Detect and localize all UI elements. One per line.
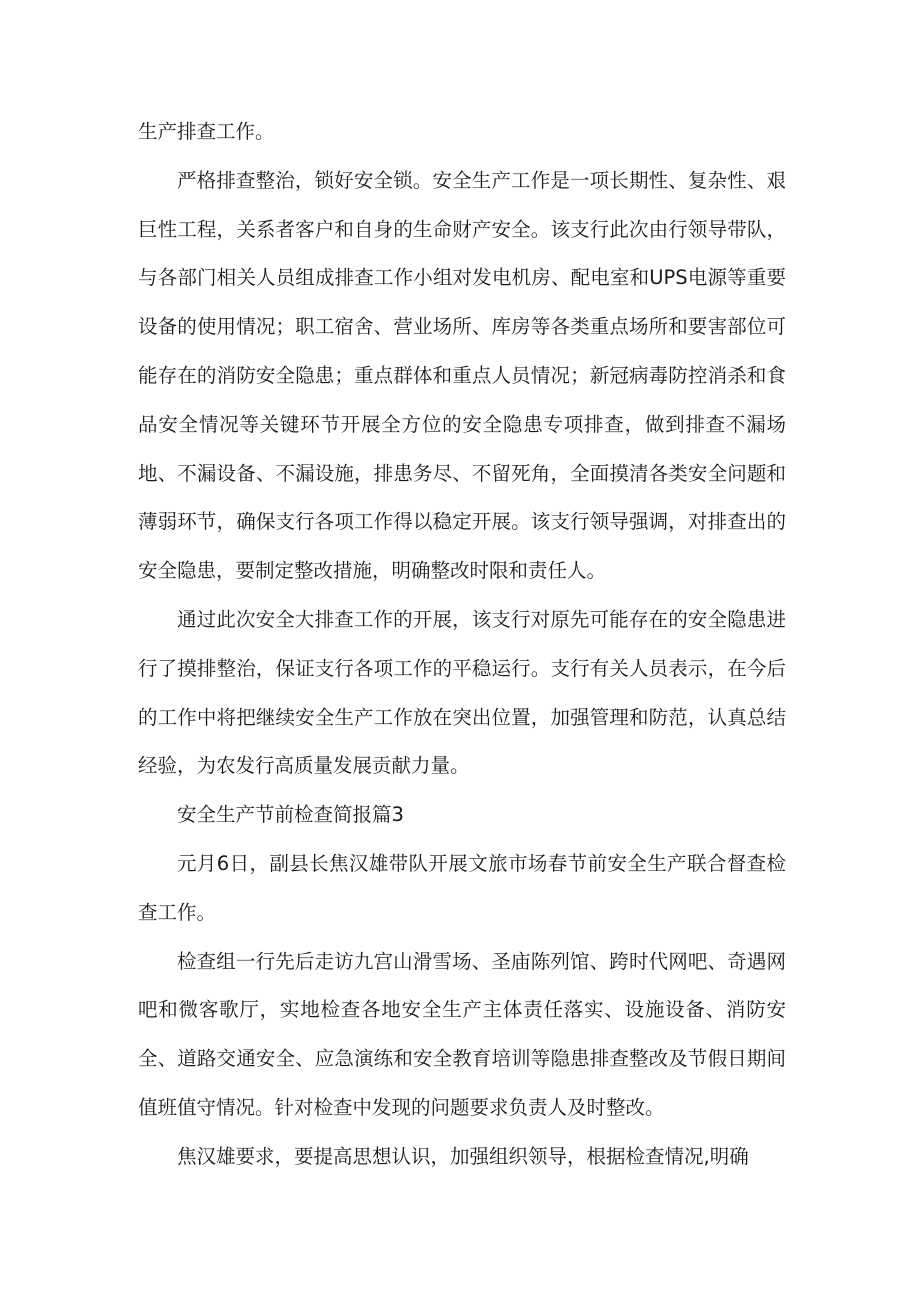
paragraph-safety-inspection: 严格排查整治，锁好安全锁。安全生产工作是一项长期性、复杂性、艰巨性工程，关系者客户和自身的生命财产安全。该支行此次由行领导带队，与各部门相关人员组成排查工作小组对发电机房、配电室和UPS电源等重要设备的使用情况；职工宿舍、营业场所、库房等各类重点场所和要害部位可能存在的消防安全隐患；重点群体和重点人员情况；新冠病毒防控消杀和食品安全情况等关键环节开展全方位的安全隐患专项排查，做到排查不漏场地、不漏设备、不漏设施，排患务尽、不留死角，全面摸清各类安全问题和薄弱环节，确保支行各项工作得以稳定开展。该支行领导强调，对排查出的安全隐患，要制定整改措施，明确整改时限和责任人。	[138, 168, 786, 583]
section-heading-part3: 安全生产节前检查简报篇3	[177, 803, 404, 827]
paragraph-inspection-summary: 通过此次安全大排查工作的开展，该支行对原先可能存在的安全隐患进行了摸排整治，保证支行各项工作的平稳运行。支行有关人员表示，在今后的工作中将把继续安全生产工作放在突出位置，加强管理和防范，认真总结经验，为农发行高质量发展贡献力量。	[138, 607, 786, 778]
document-body	[138, 108, 786, 1182]
paragraph-requirements: 焦汉雄要求，要提高思想认识，加强组织领导，根据检查情况,明确	[177, 1144, 749, 1168]
paragraph-continuation: 生产排查工作。	[138, 120, 275, 143]
paragraph-joint-inspection: 元月6日，副县长焦汉雄带队开展文旅市场春节前安全生产联合督查检查工作。	[138, 851, 786, 924]
paragraph-site-visits: 检查组一行先后走访九宫山滑雪场、圣庙陈列馆、跨时代网吧、奇遇网吧和微客歌厅，实地检查各地安全生产主体责任落实、设施设备、消防安全、道路交通安全、应急演练和安全教育培训等隐患排查整改及节假日期间值班值守情况。针对检查中发现的问题要求负责人及时整改。	[138, 949, 786, 1119]
